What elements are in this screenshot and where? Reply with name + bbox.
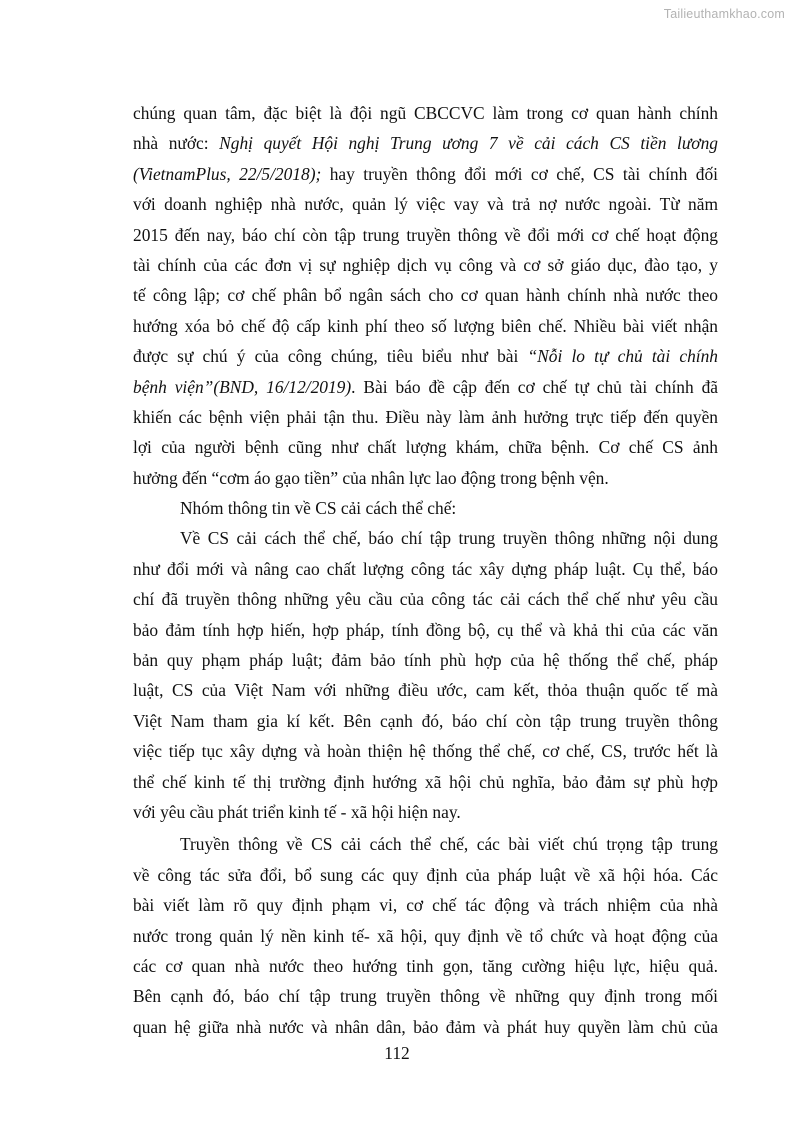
citation-italic: (VietnamPlus, 22/5/2018); — [133, 163, 322, 184]
paragraph-3 — [133, 829, 718, 1042]
text-line: bài viết làm rõ quy định phạm vi, cơ chế tác động và trách nhiệm của nhà — [133, 895, 718, 916]
text-line: bảo đảm tính hợp hiến, hợp pháp, tính đồng bộ, cụ thể và khả thi của các văn — [133, 619, 718, 640]
text-line: với yêu cầu phát triển kinh tế - xã hội hiện nay. — [133, 801, 461, 822]
text-line: bệnh viện”(BND, 16/12/2019). Bài báo đề cập đến cơ chế tự chủ tài chính đã — [133, 376, 718, 397]
text-line: Truyền thông về CS cải cách thể chế, các bài viết chú trọng tập trung — [180, 834, 718, 855]
text-line: khiến các bệnh viện phải tận thu. Điều này làm ảnh hưởng trực tiếp đến quyền — [133, 406, 718, 427]
text-line: luật, CS của Việt Nam với những điều ước, cam kết, thỏa thuận quốc tế mà — [133, 680, 718, 701]
text-line: như đổi mới và nâng cao chất lượng công tác xây dựng pháp luật. Cụ thể, báo — [133, 558, 718, 579]
text-line: nước trong quản lý nền kinh tế- xã hội, quy định về tổ chức và hoạt động của — [133, 925, 718, 946]
document-body — [133, 98, 718, 1042]
page-number: 112 — [384, 1043, 410, 1063]
text-line: các cơ quan nhà nước theo hướng tinh gọn, tăng cường hiệu lực, hiệu quả. — [133, 955, 718, 976]
text-line: lợi của người bệnh cũng như chất lượng khám, chữa bệnh. Cơ chế CS ảnh — [133, 437, 718, 458]
text-line: tế công lập; cơ chế phân bổ ngân sách cho cơ quan hành chính nhà nước theo — [133, 285, 718, 306]
paragraph-1 — [133, 98, 718, 493]
text-line: nhà nước: Nghị quyết Hội nghị Trung ương 7 về cải cách CS tiền lương — [133, 133, 718, 154]
text-line: chúng quan tâm, đặc biệt là đội ngũ CBCCVC làm trong cơ quan hành chính — [133, 103, 718, 123]
text-line: chí đã truyền thông những yêu cầu của công tác cải cách thể chế như yêu cầu — [133, 589, 718, 610]
text-line: bản quy phạm pháp luật; đảm bảo tính phù hợp của hệ thống thể chế, pháp — [133, 650, 718, 671]
text-line: về công tác sửa đổi, bổ sung các quy định của pháp luật về xã hội hóa. Các — [133, 864, 718, 885]
text-line: quan hệ giữa nhà nước và nhân dân, bảo đảm và phát huy quyền làm chủ của — [133, 1016, 718, 1037]
text-line: hưởng đến “cơm áo gạo tiền” của nhân lực lao động trong bệnh vện. — [133, 467, 609, 488]
citation-italic: “Nỗi lo tự chủ tài chính — [527, 346, 718, 367]
watermark: Tailieuthamkhao.com — [663, 7, 785, 21]
text-line: tài chính của các đơn vị sự nghiệp dịch vụ công và cơ sở giáo dục, đào tạo, y — [133, 254, 718, 275]
text-line: thể chế kinh tế thị trường định hướng xã hội chủ nghĩa, bảo đảm sự phù hợp — [133, 771, 718, 792]
citation-italic: Nghị quyết Hội nghị Trung ương 7 về cải cách CS tiền lương — [219, 133, 718, 154]
text-line: hướng xóa bỏ chế độ cấp kinh phí theo số lượng biên chế. Nhiều bài viết nhận — [133, 315, 718, 336]
text-line: Về CS cải cách thể chế, báo chí tập trung truyền thông những nội dung — [180, 528, 718, 549]
citation-italic: bệnh viện”(BND, 16/12/2019) — [133, 376, 352, 397]
text-line: được sự chú ý của công chúng, tiêu biểu như bài “Nỗi lo tự chủ tài chính — [133, 346, 718, 367]
text-line: việc tiếp tục xây dựng và hoàn thiện hệ thống thể chế, cơ chế, CS, trước hết là — [133, 741, 718, 762]
text-line: với doanh nghiệp nhà nước, quản lý việc vay và trả nợ nước ngoài. Từ năm — [133, 194, 718, 215]
section-heading: Nhóm thông tin về CS cải cách thể chế: — [180, 498, 457, 519]
text-line: 2015 đến nay, báo chí còn tập trung truyền thông về đổi mới cơ chế hoạt động — [133, 224, 718, 245]
text-line: Việt Nam tham gia kí kết. Bên cạnh đó, báo chí còn tập trung truyền thông — [133, 710, 718, 731]
text-line: (VietnamPlus, 22/5/2018); hay truyền thông đổi mới cơ chế, CS tài chính đối — [133, 163, 718, 184]
text-line: Bên cạnh đó, báo chí tập trung truyền thông về những quy định trong mối — [133, 986, 718, 1007]
paragraph-2 — [133, 523, 718, 827]
